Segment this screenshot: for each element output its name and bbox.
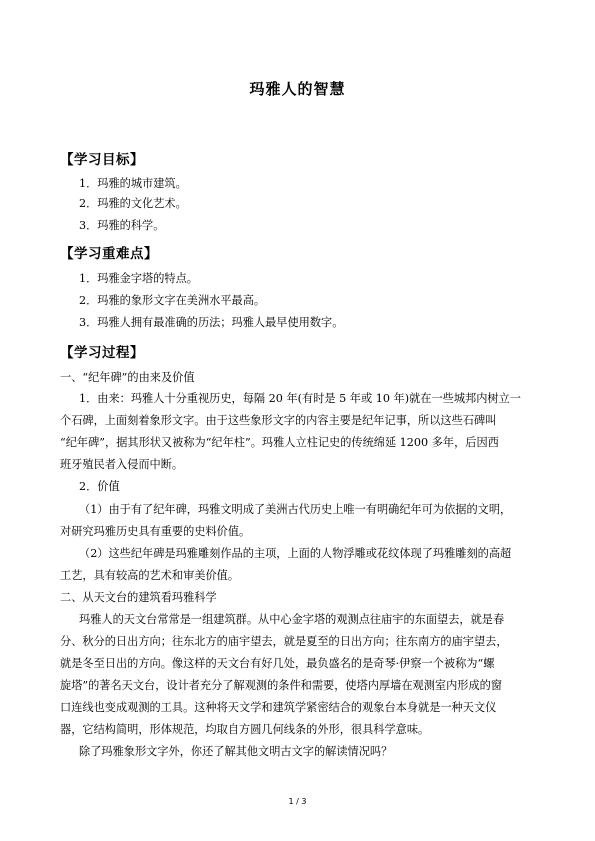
paragraph-line: 个石碑，上面刻着象形文字。由于这些象形文字的内容主要是纪年记事，所以这些石碑叫 [60, 414, 497, 427]
key-points-heading: 【学习重难点】 [60, 246, 158, 262]
paragraph-line: 就是冬至日出的方向。像这样的天文台有好几处，最负盛名的是奇琴·伊察一个被称为“螺 [60, 657, 495, 670]
section-heading: 二、从天文台的建筑看玛雅科学 [60, 591, 217, 604]
paragraph-line: 器，它结构简明，形体规范，均取自方圆几何线条的外形，很具科学意味。 [60, 723, 430, 736]
section-heading: 一、“纪年碑”的由来及价值 [60, 371, 195, 384]
paragraph-line: 玛雅人的天文台常常是一组建筑群。从中心金字塔的观测点往庙宇的东面望去，就是春 [79, 613, 505, 626]
paragraph-line: 旋塔”的著名天文台，设计者充分了解观测的条件和需要，使塔内厚墙在观测室内形成的窗 [60, 679, 503, 692]
paragraph-line: 工艺，具有较高的艺术和审美价值。 [60, 569, 240, 582]
page-number: 1 / 3 [288, 797, 307, 806]
paragraph-line: （2）这些纪年碑是玛雅雕刻作品的主项，上面的人物浮雕或花纹体现了玛雅雕刻的高超 [79, 547, 512, 560]
list-item: 1．玛雅金字塔的特点。 [79, 272, 198, 285]
paragraph-line: 口连线也变成观测的工具。这种将天文学和建筑学紧密结合的观象台本身就是一种天文仪 [60, 701, 497, 714]
list-item: 3．玛雅人拥有最准确的历法；玛雅人最早使用数字。 [79, 316, 344, 329]
paragraph-line: “纪年碑”，据其形状又被称为“纪年柱”。玛雅人立柱记史的传统绵延 1200 多年，后因西 [60, 436, 499, 449]
paragraph-line: 2．价值 [79, 480, 120, 493]
paragraph-line: 对研究玛雅历史具有重要的史料价值。 [60, 525, 251, 538]
list-item: 1．玛雅的城市建筑。 [79, 177, 187, 190]
goals-heading: 【学习目标】 [60, 152, 144, 168]
list-item: 2．玛雅的文化艺术。 [79, 197, 187, 210]
list-item: 2．玛雅的象形文字在美洲水平最高。 [79, 294, 266, 307]
paragraph-line: 分、秋分的日出方向；往东北方的庙宇望去，就是夏至的日出方向；往东南方的庙宇望去， [60, 635, 508, 648]
paragraph-line: （1）由于有了纪年碑，玛雅文明成了美洲古代历史上唯一有明确纪年可为依据的文明， [79, 503, 512, 516]
paragraph-line: 除了玛雅象形文字外，你还了解其他文明古文字的解读情况吗？ [79, 745, 393, 758]
list-item: 3．玛雅的科学。 [79, 219, 165, 232]
page-title: 玛雅人的智慧 [249, 80, 346, 98]
process-heading: 【学习过程】 [60, 345, 144, 361]
paragraph-line: 班牙殖民者入侵而中断。 [60, 458, 184, 471]
paragraph-line: 1．由来：玛雅人十分重视历史，每隔 20 年(有时是 5 年或 10 年)就在一些城邦内树立一 [79, 392, 521, 405]
